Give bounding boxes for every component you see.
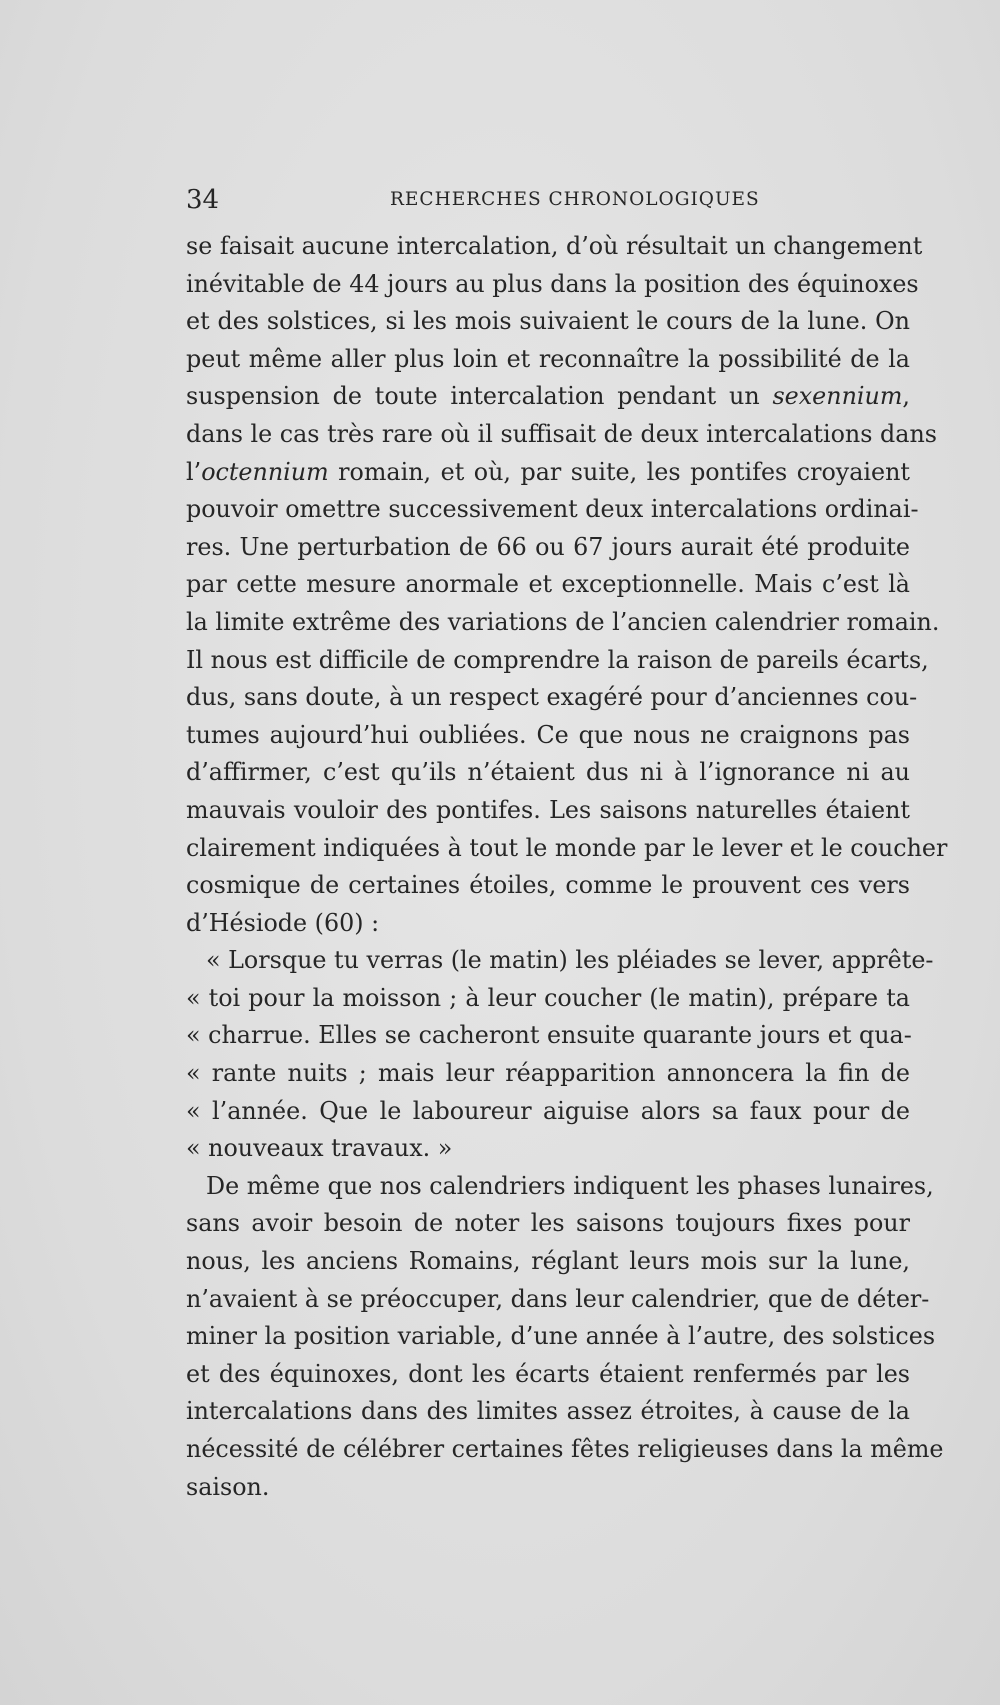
text-line: saison. [186, 1472, 270, 1501]
text-line: se faisait aucune intercalation, d’où résultait un changement [186, 232, 923, 260]
quote-line: « toi pour la moisson ; à leur coucher (le matin), prépare ta [186, 983, 910, 1012]
text-line: res. Une perturbation de 66 ou 67 jours aurait été produite [186, 532, 910, 561]
quote-line: « l’année. Que le laboureur aiguise alors sa faux pour de [186, 1096, 910, 1125]
quote-line: « Lorsque tu verras (le matin) les pléiades se lever, apprête- [206, 946, 934, 975]
text-line: sans avoir besoin de noter les saisons toujours fixes pour [186, 1209, 910, 1238]
text-line: clairement indiquées à tout le monde par le lever et le coucher [186, 833, 948, 862]
text-line: intercalations dans des limites assez étroites, à cause de la [186, 1397, 910, 1426]
quote-line: « charrue. Elles se cacheront ensuite quarante jours et qua- [186, 1021, 912, 1050]
text-line: la limite extrême des variations de l’ancien calendrier romain. [186, 607, 940, 636]
text-line: nous, les anciens Romains, réglant leurs mois sur la lune, [186, 1247, 910, 1276]
page-number: 34 [186, 185, 220, 215]
text-line: pouvoir omettre successivement deux intercalations ordinai- [186, 495, 919, 524]
text-line: et des équinoxes, dont les écarts étaient renfermés par les [186, 1359, 910, 1388]
text-line: l’octennium romain, et où, par suite, les pontifes croyaient [186, 457, 910, 486]
text-line: mauvais vouloir des pontifes. Les saisons naturelles étaient [186, 795, 910, 824]
running-title: RECHERCHES CHRONOLOGIQUES [390, 189, 760, 210]
text-line: cosmique de certaines étoiles, comme le prouvent ces vers [186, 871, 910, 900]
quote-line: « nouveaux travaux. » [186, 1134, 453, 1163]
text-line: nécessité de célébrer certaines fêtes religieuses dans la même [186, 1435, 944, 1463]
text-line: dans le cas très rare où il suffisait de deux intercalations dans [186, 419, 937, 448]
text-line: d’Hésiode (60) : [186, 908, 380, 937]
text-line: et des solstices, si les mois suivaient le cours de la lune. On [186, 307, 910, 336]
text-line: suspension de toute intercalation pendant un sexennium, [186, 382, 910, 411]
text-line: par cette mesure anormale et exceptionnelle. Mais c’est là [186, 570, 910, 599]
running-head [186, 183, 910, 223]
body-text [186, 228, 948, 1506]
text-line: De même que nos calendriers indiquent les phases lunaires, [206, 1171, 934, 1200]
text-line: miner la position variable, d’une année à l’autre, des solstices [186, 1322, 936, 1351]
text-line: peut même aller plus loin et reconnaître la possibilité de la [186, 344, 910, 373]
text-line: tumes aujourd’hui oubliées. Ce que nous ne craignons pas [186, 720, 910, 749]
text-line: dus, sans doute, à un respect exagéré pour d’anciennes cou- [186, 683, 918, 712]
text-line: Il nous est difficile de comprendre la raison de pareils écarts, [186, 645, 929, 674]
text-line: d’affirmer, c’est qu’ils n’étaient dus ni à l’ignorance ni au [186, 758, 910, 787]
text-line: inévitable de 44 jours au plus dans la position des équinoxes [186, 269, 919, 298]
latin-term: octennium [201, 457, 329, 486]
text-line: n’avaient à se préoccuper, dans leur calendrier, que de déter- [186, 1284, 930, 1313]
quote-line: « rante nuits ; mais leur réapparition annoncera la fin de [186, 1059, 910, 1088]
latin-term: sexennium [772, 382, 903, 411]
